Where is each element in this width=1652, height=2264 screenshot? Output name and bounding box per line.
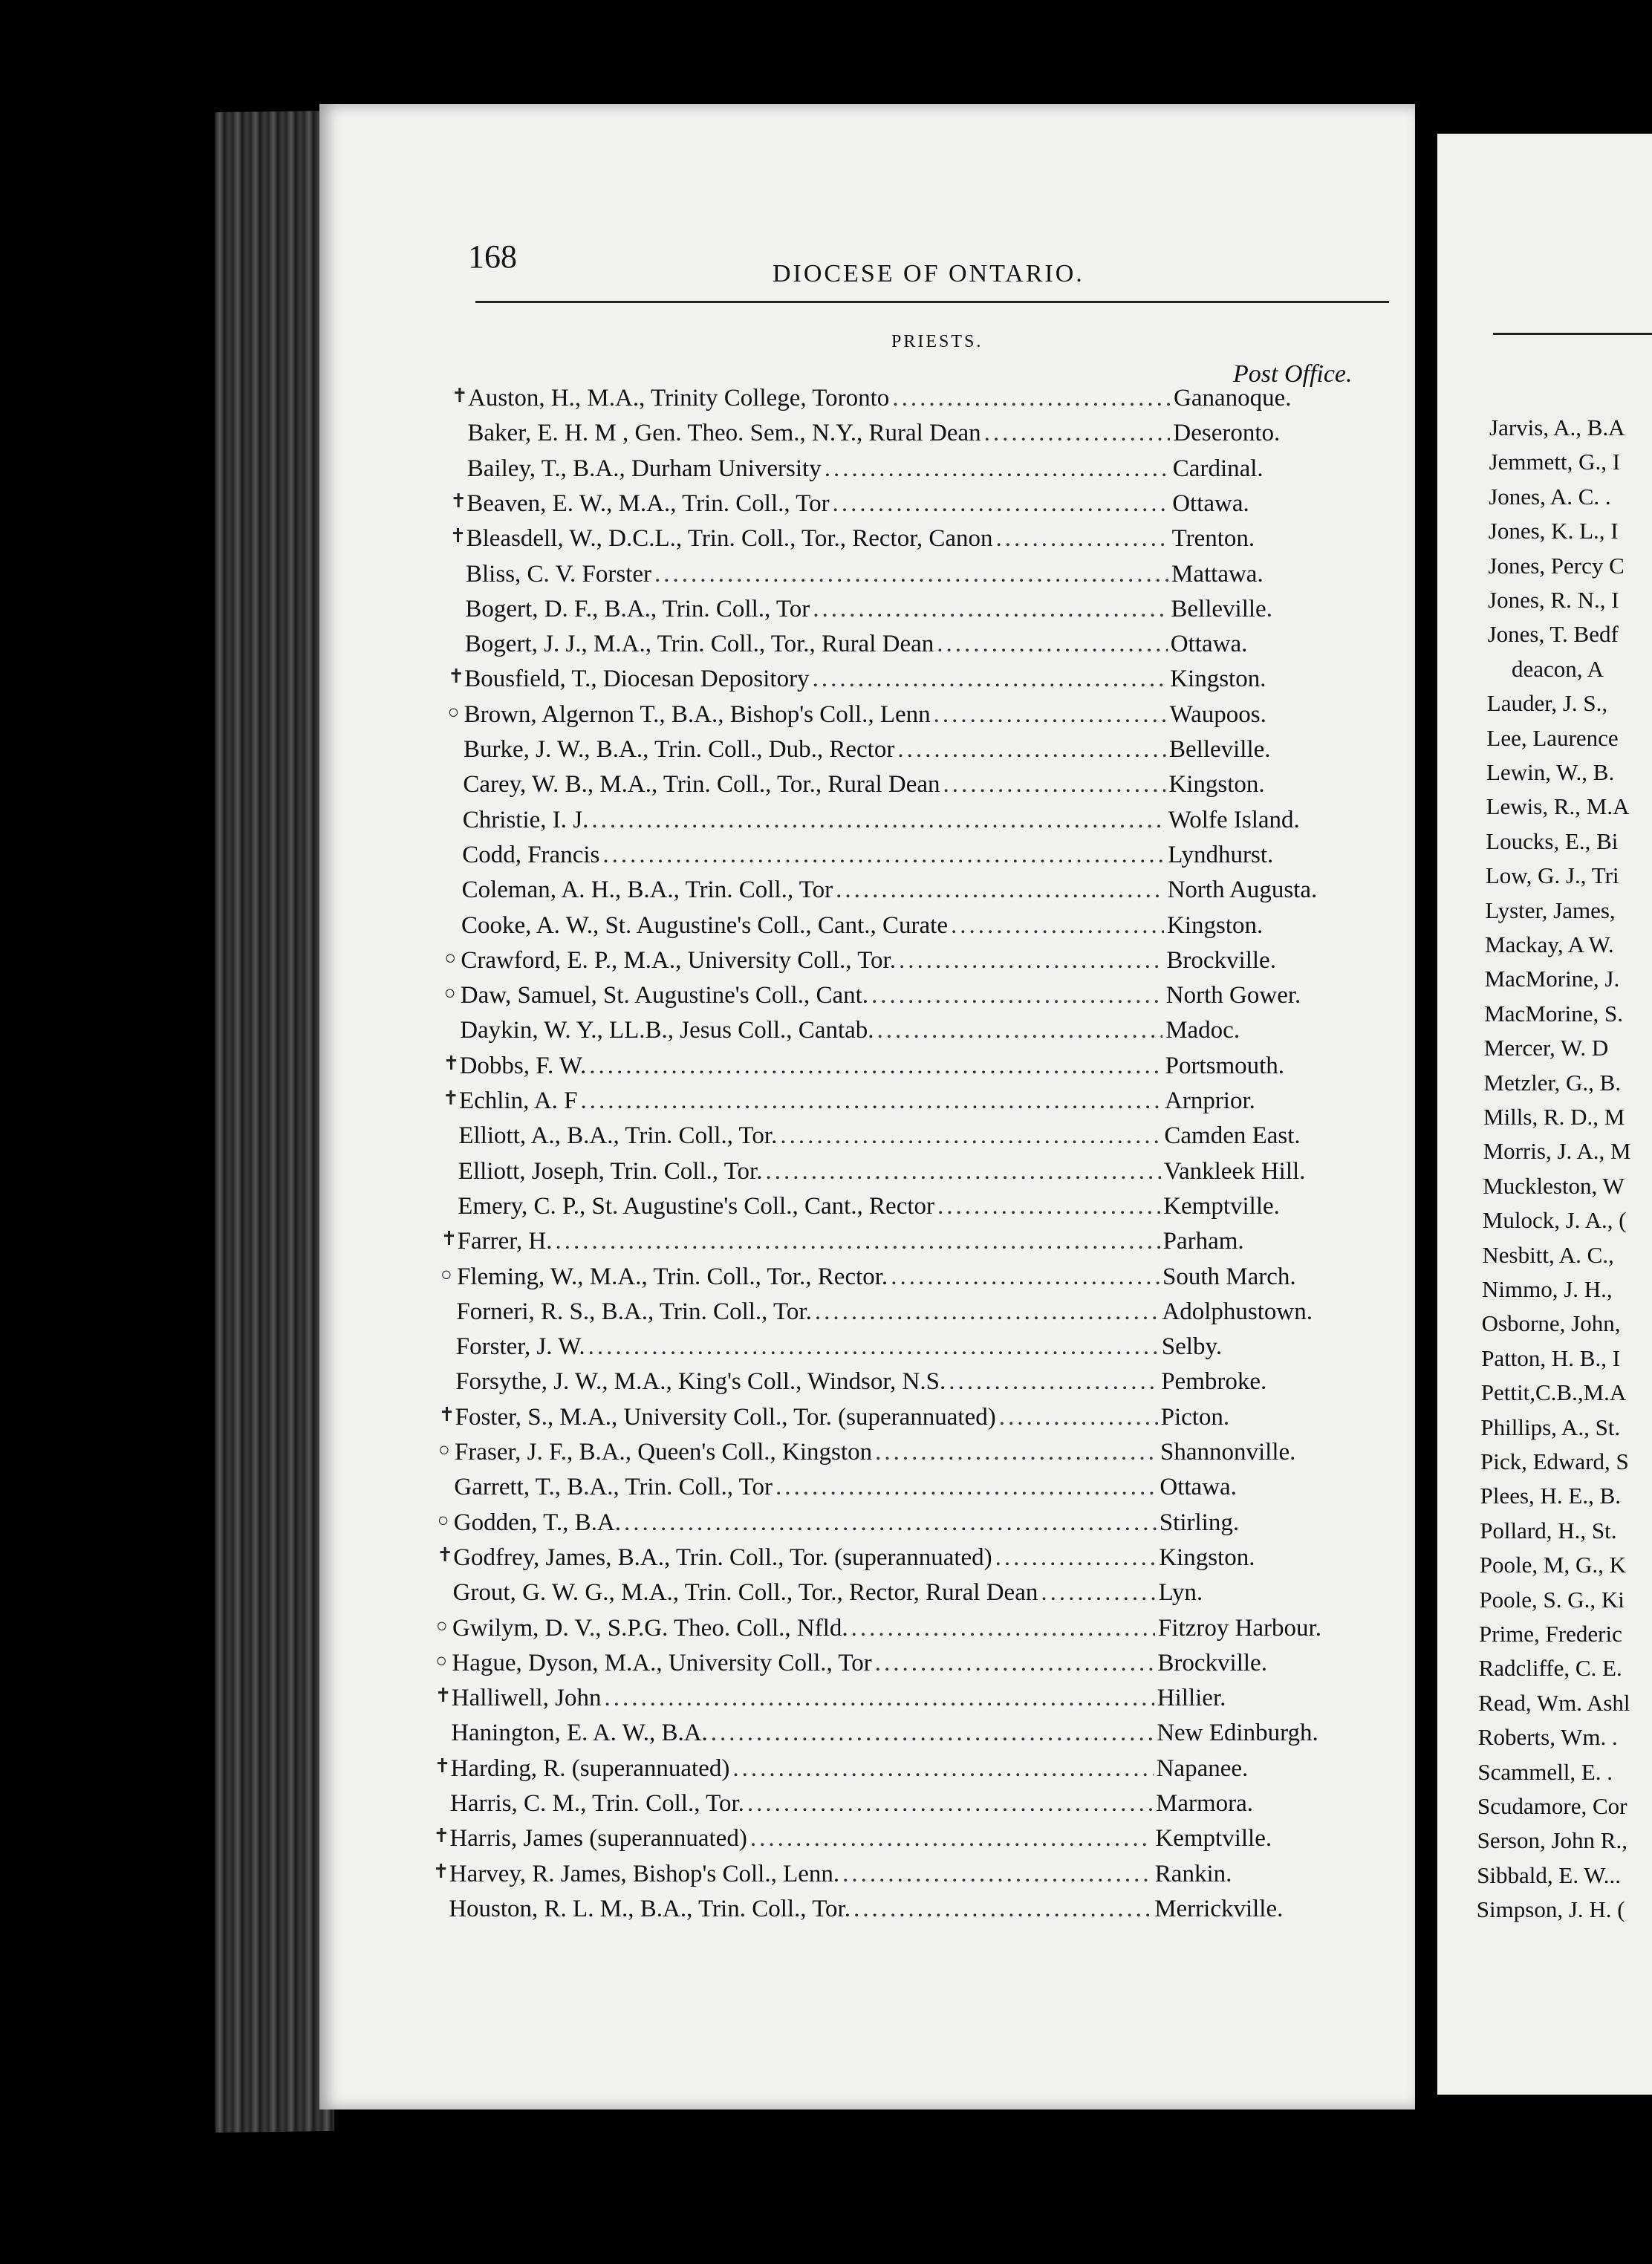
priest-entry bbox=[450, 1790, 1349, 1823]
right-page-entry: Scammell, E. . bbox=[1477, 1758, 1613, 1785]
post-office: Parham. bbox=[1162, 1228, 1244, 1255]
priest-entry bbox=[448, 666, 1363, 698]
dot-leader bbox=[747, 1790, 1153, 1818]
post-office: Kemptville. bbox=[1155, 1825, 1272, 1852]
priest-entry bbox=[463, 771, 1362, 804]
post-office: Pembroke. bbox=[1161, 1368, 1267, 1396]
priest-name: Harris, C. M., Trin. Coll., Tor. bbox=[450, 1790, 744, 1817]
priest-name: Forneri, R. S., B.A., Trin. Coll., Tor. bbox=[456, 1298, 812, 1325]
priest-entry bbox=[437, 1544, 1352, 1577]
post-office: Kingston. bbox=[1168, 771, 1265, 798]
right-page-entry: Mercer, W. D bbox=[1483, 1035, 1609, 1061]
dot-leader bbox=[765, 1158, 1160, 1185]
right-page-entry: Metzler, G., B. bbox=[1483, 1069, 1622, 1096]
priest-entry bbox=[466, 561, 1365, 593]
right-page-entry: Mills, R. D., M bbox=[1483, 1104, 1625, 1130]
dot-leader bbox=[750, 1825, 1153, 1852]
dot-leader bbox=[589, 1053, 1162, 1080]
post-office: Kingston. bbox=[1159, 1544, 1255, 1571]
right-page-entry: Plees, H. E., B. bbox=[1480, 1483, 1622, 1509]
post-office: Lyndhurst. bbox=[1168, 841, 1274, 868]
priest-entry bbox=[464, 736, 1362, 769]
dot-leader bbox=[833, 490, 1170, 518]
priest-name: Forster, J. W. bbox=[455, 1333, 585, 1361]
priest-name: Bailey, T., B.A., Durham University bbox=[466, 455, 822, 482]
right-page-entry: MacMorine, S. bbox=[1484, 1000, 1624, 1027]
priest-entry bbox=[437, 1509, 1353, 1542]
priest-name: Bousfield, T., Diocesan Depository bbox=[464, 666, 810, 693]
priest-name: Farrer, H. bbox=[457, 1228, 553, 1255]
dot-leader bbox=[984, 420, 1171, 447]
right-page-entry: Muckleston, W bbox=[1483, 1172, 1625, 1199]
dot-leader bbox=[825, 455, 1170, 483]
priest-name: Brown, Algernon T., B.A., Bishop's Coll., Lenn bbox=[464, 700, 931, 728]
priest-entry bbox=[436, 1614, 1351, 1647]
running-head: DIOCESE OF ONTARIO. bbox=[773, 260, 1084, 287]
margin-mark: ✝ bbox=[450, 489, 466, 512]
priest-name: Crawford, E. P., M.A., University Coll., Tor. bbox=[461, 946, 896, 974]
right-page-entry: Scudamore, Cor bbox=[1477, 1793, 1627, 1819]
right-page-entry: Lee, Laurence bbox=[1486, 724, 1619, 751]
margin-mark: ○ bbox=[444, 946, 457, 969]
priest-entry bbox=[433, 1825, 1348, 1858]
priest-entry bbox=[444, 946, 1359, 980]
priest-entry bbox=[455, 1368, 1354, 1401]
post-office: Ottawa. bbox=[1170, 631, 1248, 658]
page-number: 168 bbox=[468, 238, 517, 275]
book-spine bbox=[215, 111, 334, 2133]
priest-entry bbox=[449, 525, 1365, 558]
priest-name: Bliss, C. V. Forster bbox=[466, 560, 652, 588]
right-page-entry: Serson, John R., bbox=[1477, 1827, 1627, 1854]
priest-entry bbox=[438, 1403, 1354, 1437]
priest-list bbox=[319, 104, 1415, 2110]
right-page-entry: Poole, S. G., Ki bbox=[1479, 1586, 1625, 1613]
left-page bbox=[319, 104, 1415, 2110]
dot-leader bbox=[891, 1263, 1160, 1291]
dot-leader bbox=[842, 1861, 1152, 1888]
right-page-entry: Lauder, J. S., bbox=[1486, 690, 1608, 717]
right-page-entry: Loucks, E., Bi bbox=[1486, 827, 1619, 854]
priest-name: Harris, James (superannuated) bbox=[449, 1825, 747, 1852]
margin-mark: ✝ bbox=[435, 1685, 452, 1707]
post-office: Waupoos. bbox=[1169, 700, 1266, 728]
dot-leader bbox=[899, 947, 1163, 975]
priest-name: Emery, C. P., St. Augustine's Coll., Cant., Rector bbox=[458, 1192, 934, 1220]
right-page-entry: Pollard, H., St. bbox=[1480, 1517, 1617, 1544]
post-office: Adolphustown. bbox=[1162, 1298, 1313, 1325]
right-page-entry: Low, G. J., Tri bbox=[1485, 862, 1619, 889]
margin-mark: ○ bbox=[447, 700, 460, 723]
dot-leader bbox=[871, 982, 1163, 1009]
priest-entry bbox=[462, 876, 1361, 909]
priest-name: Forsythe, J. W., M.A., King's Coll., Windsor, N.S. bbox=[455, 1368, 946, 1396]
priest-entry bbox=[458, 1158, 1357, 1191]
post-office: Belleville. bbox=[1171, 595, 1272, 622]
post-office: Vankleek Hill. bbox=[1163, 1157, 1306, 1185]
priest-name: Christie, I. J. bbox=[462, 806, 589, 833]
dot-leader bbox=[815, 1298, 1160, 1326]
right-page-entry: Jemmett, G., I bbox=[1489, 449, 1621, 475]
priest-name: Auston, H., M.A., Trinity College, Toronto bbox=[468, 385, 890, 412]
priest-name: Carey, W. B., M.A., Trin. Coll., Tor., Rural Dean bbox=[463, 771, 940, 798]
priest-entry bbox=[443, 1087, 1358, 1120]
priest-name: Elliott, A., B.A., Trin. Coll., Tor. bbox=[458, 1122, 778, 1150]
priest-entry bbox=[465, 631, 1364, 663]
right-page-entry: Simpson, J. H. ( bbox=[1476, 1896, 1625, 1923]
margin-mark: ○ bbox=[437, 1509, 449, 1531]
priest-entry bbox=[456, 1298, 1355, 1331]
priest-name: Hague, Dyson, M.A., University Coll., Tor bbox=[452, 1649, 872, 1676]
priest-name: Elliott, Joseph, Trin. Coll., Tor. bbox=[458, 1157, 763, 1185]
dot-leader bbox=[775, 1474, 1157, 1501]
priest-entry bbox=[449, 1896, 1347, 1928]
priest-name: Foster, S., M.A., University Coll., Tor. (superannuated) bbox=[455, 1403, 996, 1431]
dot-leader bbox=[624, 1509, 1157, 1537]
right-page-entry: Jones, A. C. . bbox=[1489, 483, 1611, 510]
dot-leader bbox=[937, 1193, 1160, 1220]
margin-mark: ✝ bbox=[440, 1228, 458, 1250]
priest-entry bbox=[440, 1263, 1356, 1296]
priest-entry bbox=[438, 1439, 1353, 1471]
priest-name: Coleman, A. H., B.A., Trin. Coll., Tor bbox=[461, 876, 833, 904]
section-heading: PRIESTS. bbox=[891, 332, 983, 351]
post-office: Merrickville. bbox=[1154, 1895, 1284, 1922]
right-page-entry: Jones, Percy C bbox=[1488, 552, 1625, 579]
priest-name: Fleming, W., M.A., Trin. Coll., Tor., Rector. bbox=[457, 1263, 888, 1290]
priest-entry bbox=[458, 1193, 1356, 1226]
post-office: Arnprior. bbox=[1165, 1087, 1255, 1114]
right-page-entry: Patton, H. B., I bbox=[1481, 1344, 1621, 1371]
dot-leader bbox=[995, 1544, 1157, 1572]
post-office-column-header: Post Office. bbox=[1233, 360, 1353, 388]
margin-mark: ○ bbox=[443, 982, 456, 1004]
priest-entry bbox=[447, 700, 1363, 734]
post-office: Deseronto. bbox=[1173, 420, 1281, 447]
margin-mark: ✝ bbox=[452, 385, 468, 406]
dot-leader bbox=[892, 385, 1171, 412]
right-page-entry: Roberts, Wm. . bbox=[1477, 1724, 1618, 1751]
right-page-entry: deacon, A bbox=[1512, 655, 1604, 682]
dot-leader bbox=[780, 1122, 1161, 1150]
post-office: Kemptville. bbox=[1163, 1192, 1280, 1220]
priest-entry bbox=[452, 385, 1367, 417]
priest-name: Baker, E. H. M , Gen. Theo. Sem., N.Y., Rural Dean bbox=[467, 420, 981, 447]
priest-name: Godden, T., B.A. bbox=[453, 1509, 621, 1536]
priest-entry bbox=[450, 489, 1365, 523]
post-office: Hillier. bbox=[1157, 1685, 1226, 1712]
right-page-entry: Mulock, J. A., ( bbox=[1482, 1207, 1627, 1234]
right-page-entry: Poole, M, G., K bbox=[1479, 1552, 1626, 1578]
right-page-entry: Prime, Frederic bbox=[1479, 1621, 1622, 1647]
priest-name: Daykin, W. Y., LL.B., Jesus Coll., Cantab. bbox=[460, 1017, 874, 1044]
post-office: North Gower. bbox=[1165, 982, 1301, 1009]
post-office: Lyn. bbox=[1158, 1579, 1203, 1607]
dot-leader bbox=[875, 1439, 1157, 1466]
priest-name: Fraser, J. F., B.A., Queen's Coll., Kingston bbox=[455, 1439, 873, 1466]
priest-entry bbox=[435, 1685, 1350, 1717]
post-office: Camden East. bbox=[1164, 1122, 1301, 1150]
right-page-entry: Nesbitt, A. C., bbox=[1482, 1241, 1614, 1268]
priest-name: Godfrey, James, B.A., Trin. Coll., Tor. (superannuated) bbox=[453, 1544, 992, 1571]
dot-leader bbox=[949, 1368, 1158, 1396]
priest-name: Codd, Francis bbox=[462, 841, 600, 868]
right-page-entry: MacMorine, J. bbox=[1484, 966, 1620, 992]
dot-leader bbox=[602, 842, 1165, 869]
post-office: Trenton. bbox=[1171, 525, 1255, 553]
dot-leader bbox=[813, 596, 1168, 623]
post-office: Cardinal. bbox=[1172, 455, 1264, 482]
post-office: North Augusta. bbox=[1167, 876, 1318, 904]
post-office: Selby. bbox=[1161, 1333, 1223, 1361]
priest-entry bbox=[435, 1649, 1350, 1682]
post-office: Madoc. bbox=[1165, 1017, 1240, 1044]
margin-mark: ✝ bbox=[433, 1825, 450, 1847]
priest-entry bbox=[456, 1333, 1355, 1366]
dot-leader bbox=[581, 1087, 1162, 1115]
priest-entry bbox=[453, 1579, 1352, 1612]
right-page-entry: Pick, Edward, S bbox=[1480, 1448, 1629, 1474]
dot-leader bbox=[711, 1720, 1154, 1747]
dot-leader bbox=[732, 1755, 1153, 1783]
priest-name: Harding, R. (superannuated) bbox=[450, 1754, 730, 1782]
post-office: Kingston. bbox=[1167, 911, 1264, 939]
post-office: Portsmouth. bbox=[1165, 1052, 1285, 1079]
right-page-entry: Read, Wm. Ashl bbox=[1478, 1689, 1630, 1716]
dot-leader bbox=[996, 525, 1169, 553]
right-page-entry: Jones, K. L., I bbox=[1488, 518, 1619, 544]
priest-name: Gwilym, D. V., S.P.G. Theo. Coll., Nfld. bbox=[452, 1614, 848, 1642]
post-office: Belleville. bbox=[1169, 736, 1271, 763]
margin-mark: ✝ bbox=[438, 1403, 455, 1425]
post-office: South March. bbox=[1162, 1263, 1296, 1290]
right-page-entry: Lewin, W., B. bbox=[1486, 759, 1615, 785]
dot-leader bbox=[875, 1650, 1155, 1677]
dot-leader bbox=[1041, 1579, 1155, 1607]
priest-name: Bogert, J. J., M.A., Trin. Coll., Tor., Rural Dean bbox=[464, 631, 934, 658]
priest-name: Dobbs, F. W. bbox=[459, 1052, 587, 1079]
right-page-entry: Lyster, James, bbox=[1485, 897, 1616, 923]
margin-mark: ✝ bbox=[434, 1754, 451, 1777]
priest-entry bbox=[443, 1052, 1359, 1085]
post-office: Wolfe Island. bbox=[1168, 806, 1300, 833]
right-page-entry: Sibbald, E. W... bbox=[1477, 1861, 1621, 1888]
margin-mark: ○ bbox=[435, 1649, 448, 1671]
right-page-entry: Jones, T. Bedf bbox=[1487, 621, 1619, 648]
dot-leader bbox=[836, 876, 1165, 904]
post-office: Shannonville. bbox=[1160, 1439, 1296, 1466]
priest-name: Halliwell, John bbox=[451, 1685, 602, 1712]
dot-leader bbox=[588, 1333, 1159, 1361]
dot-leader bbox=[943, 771, 1166, 798]
priest-name: Grout, G. W. G., M.A., Trin. Coll., Tor., Rector, Rural Dean bbox=[452, 1579, 1038, 1607]
margin-mark: ○ bbox=[436, 1614, 448, 1636]
margin-mark: ○ bbox=[438, 1439, 450, 1460]
post-office: Ottawa. bbox=[1160, 1474, 1237, 1501]
post-office: Marmora. bbox=[1156, 1790, 1254, 1817]
priest-name: Bleasdell, W., D.C.L., Trin. Coll., Tor., Rector, Canon bbox=[466, 525, 993, 553]
post-office: Mattawa. bbox=[1171, 560, 1264, 588]
priest-name: Daw, Samuel, St. Augustine's Coll., Cant. bbox=[460, 982, 869, 1009]
dot-leader bbox=[555, 1228, 1160, 1255]
post-office: Picton. bbox=[1160, 1403, 1230, 1431]
priest-name: Bogert, D. F., B.A., Trin. Coll., Tor bbox=[465, 595, 810, 622]
priest-entry bbox=[467, 420, 1366, 452]
margin-mark: ✝ bbox=[432, 1860, 449, 1882]
priest-name: Garrett, T., B.A., Trin. Coll., Tor bbox=[454, 1474, 773, 1501]
right-page-entry: Lewis, R., M.A bbox=[1486, 793, 1630, 820]
right-page-entry: Osborne, John, bbox=[1481, 1310, 1621, 1337]
priest-name: Burke, J. W., B.A., Trin. Coll., Dub., Rector bbox=[464, 736, 895, 763]
priest-entry bbox=[443, 982, 1359, 1015]
post-office: Napanee. bbox=[1156, 1754, 1249, 1782]
dot-leader bbox=[851, 1615, 1155, 1642]
dot-leader bbox=[877, 1017, 1163, 1044]
right-page-entry: Jarvis, A., B.A bbox=[1489, 414, 1625, 440]
post-office: Kingston. bbox=[1170, 666, 1266, 693]
priest-entry bbox=[460, 1017, 1359, 1050]
margin-mark: ✝ bbox=[443, 1087, 459, 1109]
priest-entry bbox=[432, 1860, 1348, 1893]
priest-entry bbox=[454, 1474, 1353, 1506]
priest-entry bbox=[434, 1754, 1350, 1788]
dot-leader bbox=[591, 807, 1165, 834]
post-office: Ottawa. bbox=[1172, 489, 1249, 517]
dot-leader bbox=[604, 1685, 1154, 1712]
priest-entry bbox=[451, 1720, 1350, 1752]
right-page-entry: Phillips, A., St. bbox=[1480, 1414, 1621, 1440]
post-office: Fitzroy Harbour. bbox=[1158, 1614, 1321, 1642]
post-office: Gananoque. bbox=[1174, 385, 1292, 412]
margin-mark: ○ bbox=[440, 1263, 452, 1285]
priest-entry bbox=[461, 912, 1360, 945]
margin-mark: ✝ bbox=[443, 1052, 460, 1074]
margin-mark: ✝ bbox=[449, 525, 466, 547]
priest-entry bbox=[462, 842, 1361, 874]
post-office: Brockville. bbox=[1166, 946, 1276, 974]
dot-leader bbox=[813, 666, 1168, 693]
post-office: Brockville. bbox=[1157, 1649, 1267, 1676]
dot-leader bbox=[937, 631, 1168, 658]
priest-name: Harvey, R. James, Bishop's Coll., Lenn. bbox=[449, 1860, 840, 1887]
right-page-entry: Nimmo, J. H., bbox=[1482, 1276, 1613, 1302]
priest-name: Cooke, A. W., St. Augustine's Coll., Cant., Curate bbox=[461, 911, 948, 939]
priest-name: Hanington, E. A. W., B.A. bbox=[451, 1720, 708, 1747]
dot-leader bbox=[654, 561, 1168, 588]
priest-entry bbox=[458, 1122, 1357, 1155]
right-page-entry: Morris, J. A., M bbox=[1483, 1138, 1631, 1165]
priest-name: Echlin, A. F bbox=[459, 1087, 578, 1114]
margin-mark: ✝ bbox=[437, 1544, 453, 1566]
right-page-header-rule bbox=[1493, 333, 1652, 335]
priest-name: Beaven, E. W., M.A., Trin. Coll., Tor bbox=[466, 489, 830, 517]
priest-name: Houston, R. L. M., B.A., Trin. Coll., Tor. bbox=[449, 1895, 851, 1922]
margin-mark: ✝ bbox=[448, 666, 464, 688]
right-page-entry: Mackay, A W. bbox=[1485, 931, 1614, 957]
priest-entry bbox=[467, 455, 1366, 488]
right-page-entry: Jones, R. N., I bbox=[1488, 587, 1619, 613]
post-office: New Edinburgh. bbox=[1157, 1720, 1318, 1747]
post-office: Rankin. bbox=[1154, 1860, 1232, 1887]
priest-entry bbox=[463, 807, 1362, 839]
right-page-entry: Radcliffe, C. E. bbox=[1478, 1655, 1622, 1682]
dot-leader bbox=[934, 701, 1167, 729]
dot-leader bbox=[951, 912, 1164, 940]
priest-entry bbox=[440, 1228, 1356, 1261]
dot-leader bbox=[897, 736, 1166, 764]
post-office: Stirling. bbox=[1159, 1509, 1240, 1536]
right-page-entry: Pettit,C.B.,M.A bbox=[1480, 1379, 1627, 1406]
dot-leader bbox=[999, 1404, 1158, 1431]
priest-entry bbox=[465, 596, 1364, 628]
dot-leader bbox=[853, 1896, 1151, 1923]
